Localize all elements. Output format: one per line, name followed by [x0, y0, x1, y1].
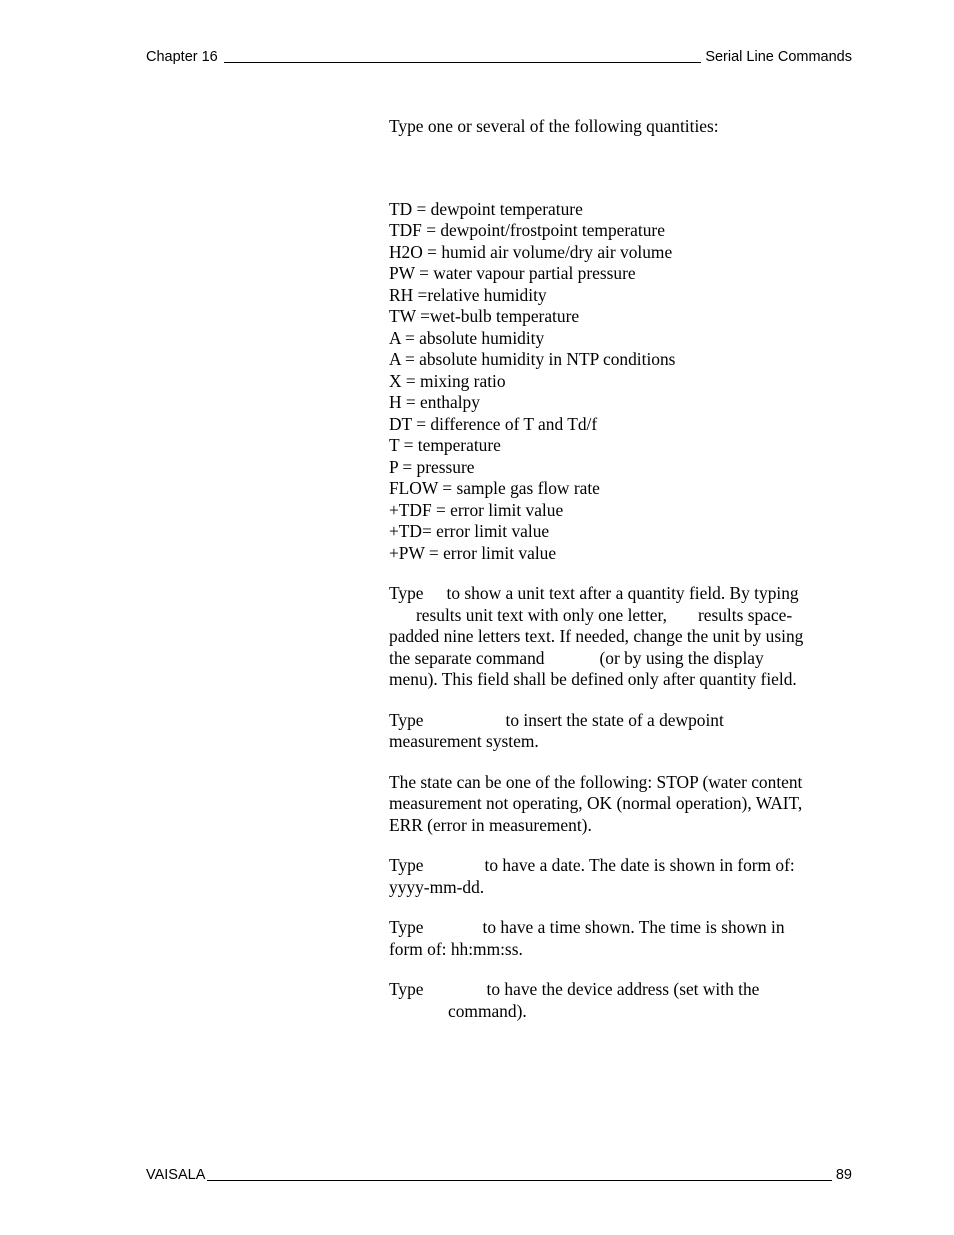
- quantity-item: DT = difference of T and Td/f: [389, 413, 598, 434]
- page-body: [389, 116, 849, 1022]
- quantity-item: +TD= error limit value: [389, 521, 550, 541]
- footer-rule: [207, 1179, 831, 1181]
- page-footer: [146, 1166, 852, 1184]
- page-header: [146, 48, 852, 66]
- quantity-list: [389, 199, 849, 565]
- chapter-label: Chapter 16: [146, 49, 218, 65]
- quantity-item: TDF = dewpoint/frostpoint temperature: [389, 220, 665, 240]
- date-paragraph: Type to have a date. The date is shown in form of: yyyy-mm-dd.: [389, 855, 795, 897]
- quantity-item: T = temperature: [389, 435, 501, 455]
- quantity-item: A = absolute humidity in NTP conditions: [389, 349, 676, 369]
- quantity-item: A = absolute humidity: [389, 327, 545, 348]
- quantity-item: +TDF = error limit value: [389, 499, 564, 520]
- quantity-item: +PW = error limit value: [389, 542, 557, 563]
- page-number: 89: [835, 1167, 852, 1183]
- section-title: Serial Line Commands: [705, 49, 852, 65]
- quantity-item: TW =wet-bulb temperature: [389, 306, 580, 326]
- quantity-item: FLOW = sample gas flow rate: [389, 478, 600, 498]
- quantity-item: TD = dewpoint temperature: [389, 198, 583, 219]
- quantity-item: H = enthalpy: [389, 392, 480, 412]
- quantity-item: RH =relative humidity: [389, 284, 547, 305]
- unit-paragraph: Type to show a unit text after a quantity field. By typing results unit text with only one letter, results space- padded nine letters text. If needed, change the unit by using the separate command (or by using the display menu). This field shall be defined only after quantity field.: [389, 583, 804, 689]
- quantity-item: P = pressure: [389, 456, 475, 477]
- intro-text: Type one or several of the following quantities:: [389, 116, 719, 136]
- quantity-item: H2O = humid air volume/dry air volume: [389, 241, 673, 262]
- address-paragraph: Type to have the device address (set with the command).: [389, 979, 760, 1021]
- company-name: VAISALA: [146, 1167, 206, 1183]
- quantity-item: X = mixing ratio: [389, 370, 506, 391]
- time-paragraph: Type to have a time shown. The time is shown in form of: hh:mm:ss.: [389, 917, 785, 959]
- header-rule: [224, 61, 702, 63]
- state-values-paragraph: The state can be one of the following: STOP (water content measurement not operating, OK (normal operation), WAIT, ERR (error in measurement).: [389, 771, 803, 835]
- state-paragraph: Type to insert the state of a dewpoint measurement system.: [389, 709, 724, 751]
- quantity-item: PW = water vapour partial pressure: [389, 263, 636, 283]
